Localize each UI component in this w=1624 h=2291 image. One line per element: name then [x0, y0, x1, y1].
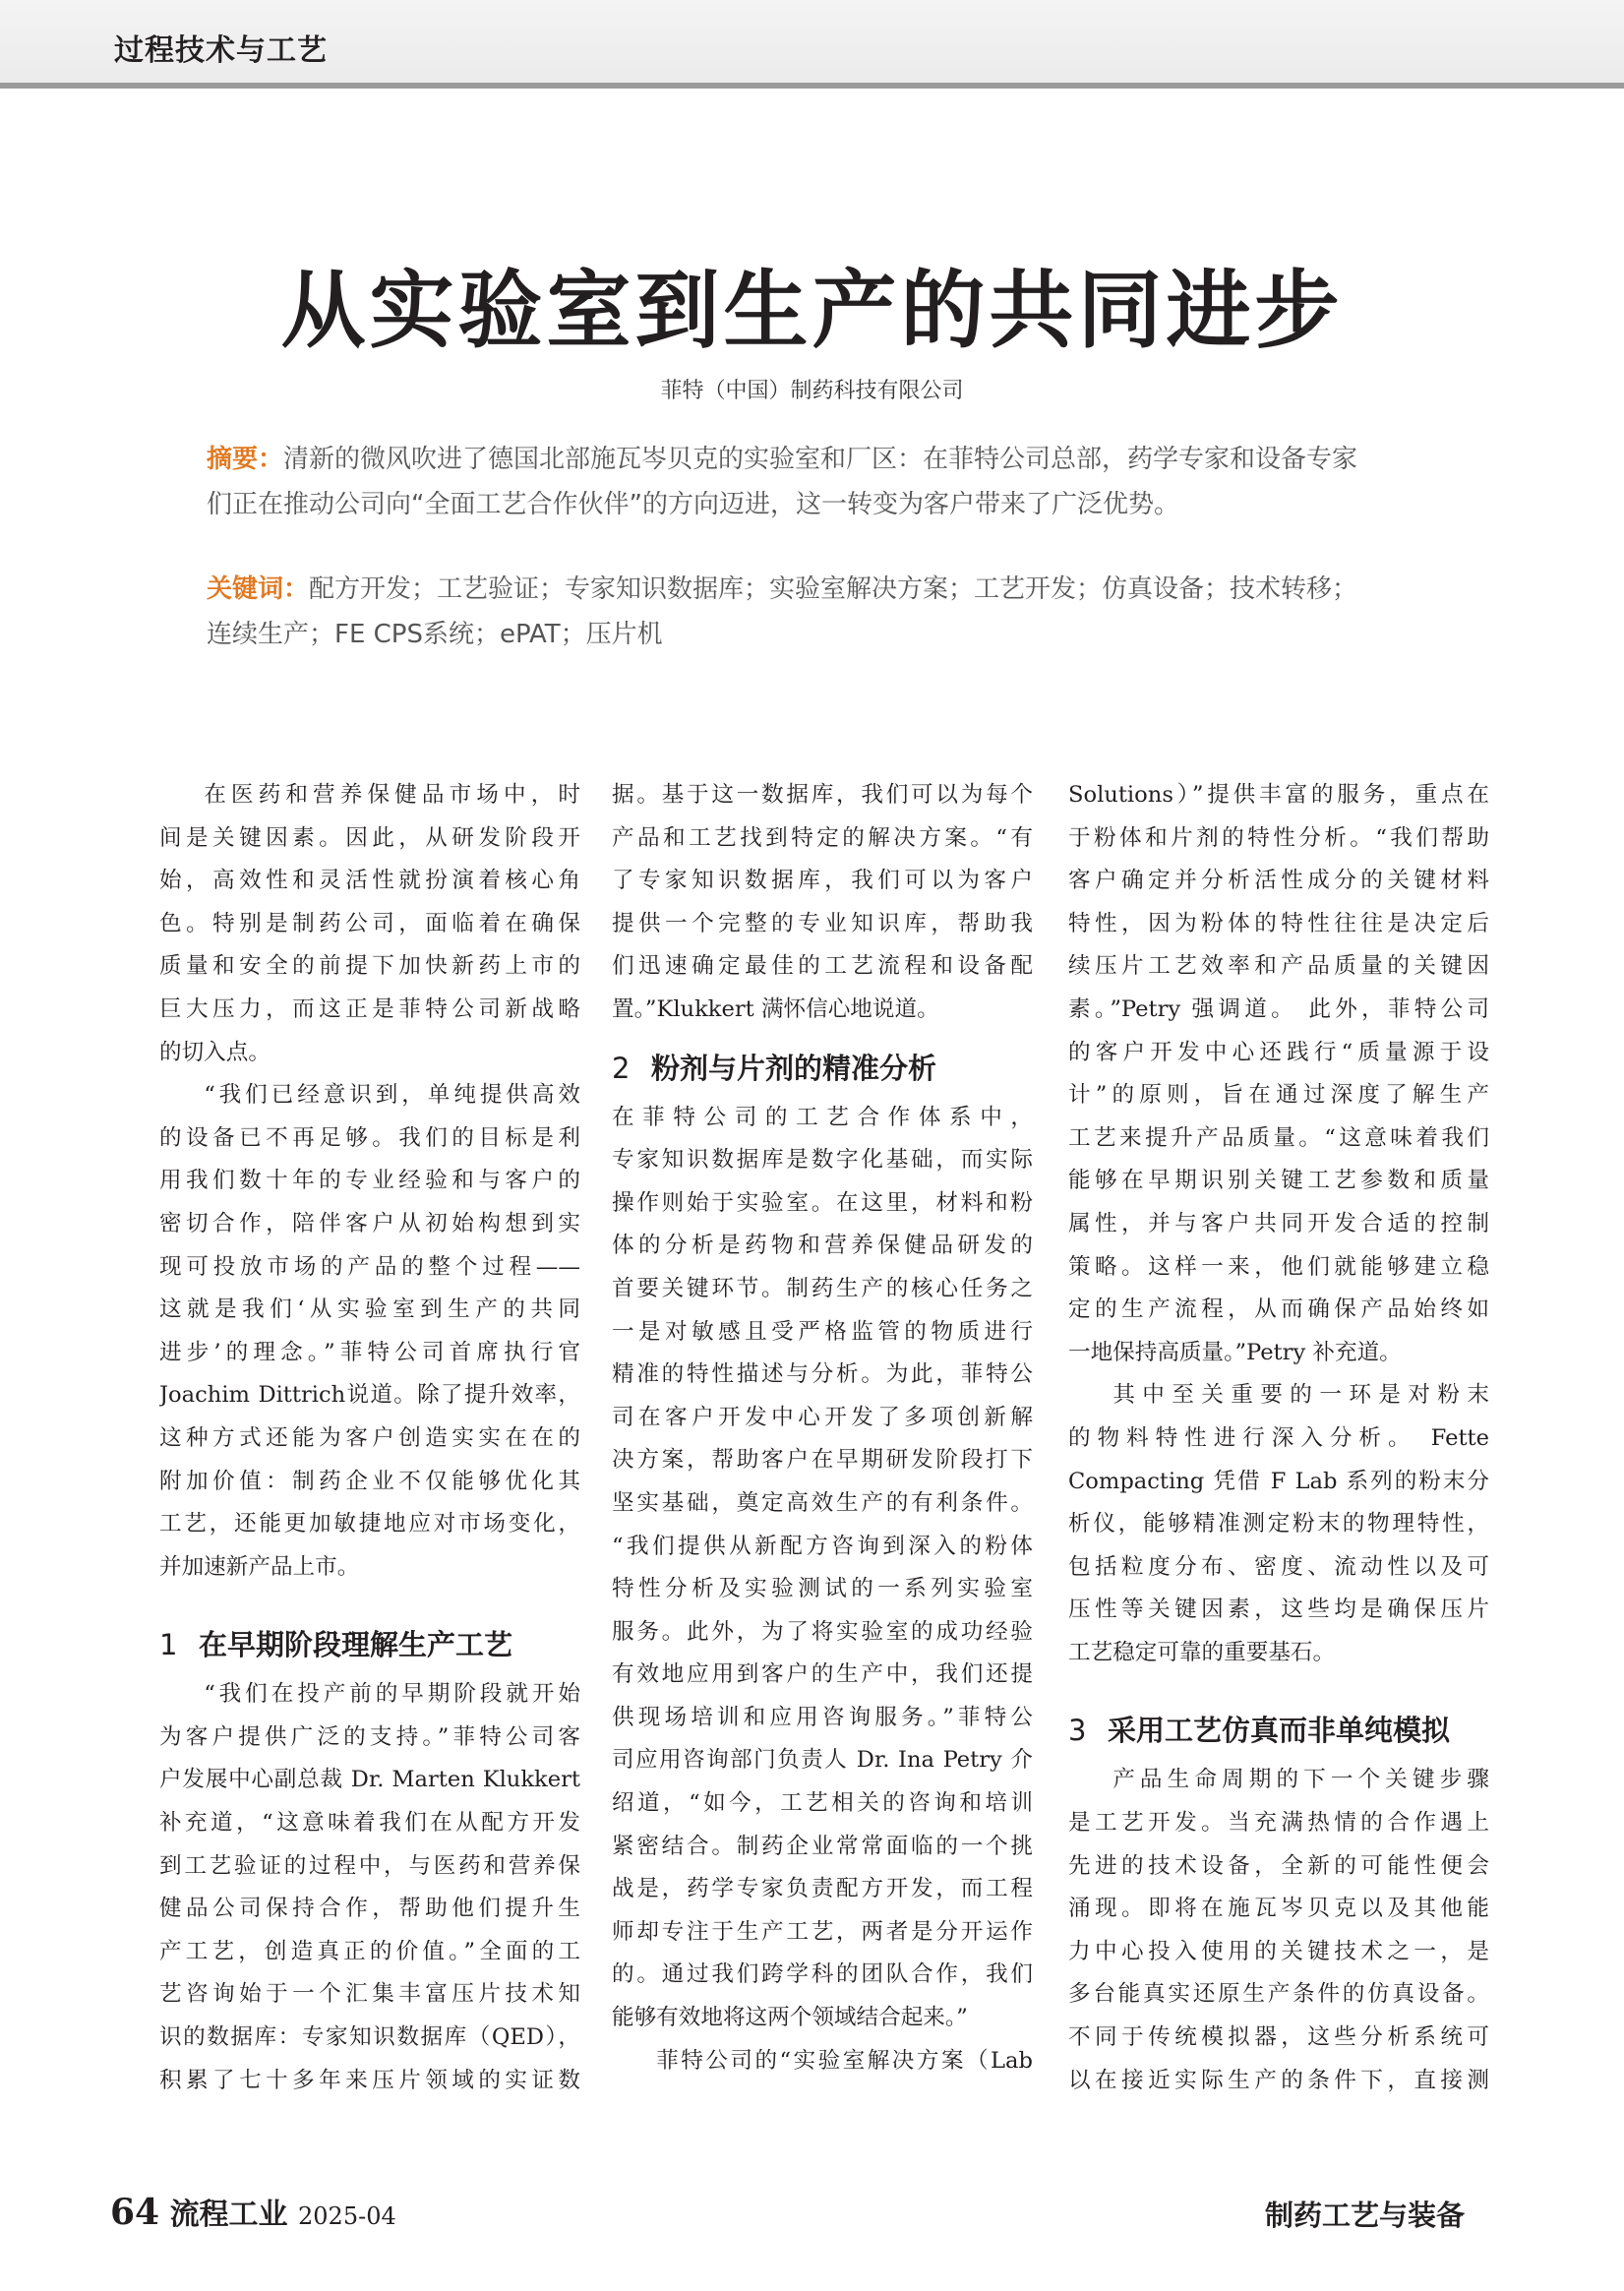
text-line: 的客户开发中心还践行“质量源于设	[1068, 1039, 1489, 1065]
text-line: 的。通过我们跨学科的团队合作，我们	[612, 1961, 1033, 1988]
text-line: 力中心投入使用的关键技术之一，是	[1068, 1938, 1489, 1964]
keywords-text: 配方开发；工艺验证；专家知识数据库；实验室解决方案；工艺开发；仿真设备；技术转移；	[309, 574, 1358, 604]
body-paragraph	[1068, 1759, 1489, 2102]
text-line: 计”的原则，旨在通过深度了解生产	[1068, 1082, 1489, 1109]
text-line: 特性分析及实验测试的一系列实验室	[612, 1576, 1033, 1602]
text-line: 先进的技术设备，全新的可能性便会	[1068, 1852, 1489, 1879]
text-line: 菲特公司的“实验室解决方案（Lab	[656, 2047, 1033, 2074]
text-line: 绍道，“如今，工艺相关的咨询和培训	[612, 1790, 1033, 1817]
text-line: 积累了七十多年来压片领域的实证数	[159, 2067, 580, 2093]
text-line: 压性等关键因素，这些均是确保压片	[1068, 1597, 1489, 1623]
text-line: 析仪，能够精准测定粉末的物理特性，	[1068, 1511, 1489, 1537]
text-line: 工艺稳定可靠的重要基石。	[1068, 1639, 1336, 1665]
body-column-1	[159, 774, 580, 2102]
text-line: 产工艺，创造真正的价值。”全面的工	[159, 1938, 580, 1964]
text-line: 续压片工艺效率和产品质量的关键因	[1068, 953, 1489, 980]
abstract-label: 摘要：	[207, 445, 284, 474]
keywords-line: 连续生产；FE CPS系统；ePAT；压片机	[207, 620, 663, 649]
text-line: 有效地应用到客户的生产中，我们还提	[612, 1661, 1033, 1688]
text-line: 在医药和营养保健品市场中，时	[204, 782, 580, 808]
body-paragraph	[159, 1673, 580, 2102]
text-line: 客户确定并分析活性成分的关键材料	[1068, 868, 1489, 894]
text-line: 提供一个完整的专业知识库，帮助我	[612, 910, 1033, 936]
text-line: 策略。这样一来，他们就能够建立稳	[1068, 1253, 1489, 1280]
article-title: 从实验室到生产的共同进步	[280, 262, 1344, 360]
text-line: 质量和安全的前提下加快新药上市的	[159, 953, 580, 980]
footer-journal-info	[110, 2190, 396, 2233]
footer-section-name: 制药工艺与装备	[1265, 2199, 1466, 2232]
body-column-3	[1068, 774, 1489, 2102]
abstract	[207, 437, 1495, 527]
text-line: 是工艺开发。当充满热情的合作遇上	[1068, 1810, 1489, 1837]
text-line: 始，高效性和灵活性就扮演着核心角	[159, 868, 580, 894]
section-heading	[612, 1040, 1033, 1097]
text-line: 不同于传统模拟器，这些分析系统可	[1068, 2024, 1489, 2051]
text-line: 操作则始于实验室。在这里，材料和粉	[612, 1189, 1033, 1216]
text-line: 服务。此外，为了将实验室的成功经验	[612, 1618, 1033, 1645]
text-line: 以在接近实际生产的条件下，直接测	[1068, 2067, 1489, 2093]
text-line: 健品公司保持合作，帮助他们提升生	[159, 1896, 580, 1922]
abstract-line: 们正在推动公司向“全面工艺合作伙伴”的方向迈进，这一转变为客户带来了广泛优势。	[207, 490, 1179, 519]
text-line: 的物料特性进行深入分析。 Fette	[1068, 1424, 1489, 1451]
text-line: 为客户提供广泛的支持。”菲特公司客	[159, 1723, 580, 1750]
section-heading-number: 2	[612, 1051, 631, 1085]
text-line: “我们提供从新配方咨询到深入的粉体	[612, 1533, 1033, 1559]
text-line: 们迅速确定最佳的工艺流程和设备配	[612, 953, 1033, 980]
text-line: 特性，因为粉体的特性往往是决定后	[1068, 910, 1489, 936]
text-line: 师却专注于生产工艺，两者是分开运作	[612, 1918, 1033, 1945]
text-line: 定的生产流程，从而确保产品始终如	[1068, 1296, 1489, 1323]
section-heading-text: 采用工艺仿真而非单纯模拟	[1108, 1714, 1451, 1748]
section-label: 过程技术与工艺	[114, 33, 328, 68]
text-line: 精准的特性描述与分析。为此，菲特公	[612, 1361, 1033, 1388]
text-line: 首要关键环节。制药生产的核心任务之	[612, 1275, 1033, 1301]
text-line: 于粉体和片剂的特性分析。“我们帮助	[1068, 824, 1489, 851]
text-line: 能够在早期识别关键工艺参数和质量	[1068, 1168, 1489, 1194]
text-line: Solutions）”提供丰富的服务，重点在	[1068, 782, 1489, 808]
text-line: 工艺，还能更加敏捷地应对市场变化，	[159, 1511, 580, 1537]
text-line: 户发展中心副总裁 Dr. Marten Klukkert	[159, 1767, 580, 1793]
issue-number: 2025-04	[298, 2202, 396, 2230]
text-line: Compacting 凭借 F Lab 系列的粉末分	[1068, 1468, 1489, 1494]
body-column-2	[612, 774, 1033, 2082]
text-line: 涌现。即将在施瓦岑贝克以及其他能	[1068, 1896, 1489, 1922]
body-paragraph	[159, 1074, 580, 1589]
text-line: 司在客户开发中心开发了多项创新解	[612, 1404, 1033, 1430]
section-heading-text: 在早期阶段理解生产工艺	[199, 1628, 513, 1662]
text-line: 色。特别是制药公司，面临着在确保	[159, 910, 580, 936]
text-line: 这种方式还能为客户创造实实在在的	[159, 1424, 580, 1451]
text-line: 密切合作，陪伴客户从初始构想到实	[159, 1210, 580, 1236]
text-line: 用我们数十年的专业经验和与客户的	[159, 1168, 580, 1194]
text-line: 补充道，“这意味着我们在从配方开发	[159, 1810, 580, 1837]
journal-name: 流程工业	[169, 2198, 288, 2232]
article-byline: 菲特（中国）制药科技有限公司	[660, 379, 964, 403]
keywords	[207, 567, 1495, 657]
text-line: 到工艺验证的过程中，与医药和营养保	[159, 1852, 580, 1879]
text-line: 置。”Klukkert 满怀信心地说道。	[612, 995, 939, 1022]
text-line: 司应用咨询部门负责人 Dr. Ina Petry 介	[612, 1747, 1033, 1774]
text-line: 产品生命周期的下一个关键步骤	[1113, 1767, 1489, 1793]
section-heading	[1068, 1702, 1489, 1759]
text-line: 多台能真实还原生产条件的仿真设备。	[1068, 1981, 1489, 2008]
text-line: 能够有效地将这两个领域结合起来。”	[612, 2005, 968, 2031]
text-line: 包括粒度分布、密度、流动性以及可	[1068, 1553, 1489, 1580]
keywords-label: 关键词：	[207, 574, 310, 604]
section-heading-text: 粉剂与片剂的精准分析	[651, 1051, 937, 1085]
body-paragraph	[612, 1097, 1033, 2040]
section-heading	[159, 1616, 580, 1673]
text-line: 的设备已不再足够。我们的目标是利	[159, 1124, 580, 1151]
text-line: 了专家知识数据库，我们可以为客户	[612, 868, 1033, 894]
abstract-line	[207, 437, 1495, 482]
text-line: 专家知识数据库是数字化基础，而实际	[612, 1147, 1033, 1174]
text-line: 进步’的理念。”菲特公司首席执行官	[159, 1339, 580, 1365]
section-heading-number: 3	[1068, 1714, 1087, 1748]
text-line: 艺咨询始于一个汇集丰富压片技术知	[159, 1981, 580, 2008]
section-header	[0, 0, 1624, 89]
body-paragraph	[1068, 1374, 1489, 1674]
text-line: 供现场培训和应用咨询服务。”菲特公	[612, 1704, 1033, 1730]
text-line: 其中至关重要的一环是对粉末	[1113, 1382, 1489, 1409]
text-line: 属性，并与客户共同开发合适的控制	[1068, 1210, 1489, 1236]
text-line: “我们在投产前的早期阶段就开始	[204, 1681, 580, 1708]
text-line: 识的数据库：专家知识数据库（QED），	[159, 2024, 580, 2051]
text-line: 产品和工艺找到特定的解决方案。“有	[612, 824, 1033, 851]
text-line: 并加速新产品上市。	[159, 1553, 360, 1580]
text-line: 紧密结合。制药企业常常面临的一个挑	[612, 1833, 1033, 1859]
text-line: 战是，药学专家负责配方开发，而工程	[612, 1876, 1033, 1902]
keywords-line	[207, 567, 1495, 612]
text-line: 体的分析是药物和营养保健品研发的	[612, 1233, 1033, 1259]
text-line: 决方案，帮助客户在早期研发阶段打下	[612, 1447, 1033, 1474]
text-line: 一地保持高质量。”Petry 补充道。	[1068, 1339, 1402, 1365]
abstract-text: 清新的微风吹进了德国北部施瓦岑贝克的实验室和厂区：在菲特公司总部，药学专家和设备专家	[283, 445, 1358, 474]
text-line: 坚实基础，奠定高效生产的有利条件。	[612, 1489, 1033, 1516]
text-line: 素。”Petry 强调道。 此外，菲特公司	[1068, 995, 1489, 1022]
text-line: 间是关键因素。因此，从研发阶段开	[159, 824, 580, 851]
text-line: 据。基于这一数据库，我们可以为每个	[612, 782, 1033, 808]
text-line: “我们已经意识到，单纯提供高效	[204, 1082, 580, 1109]
body-paragraph	[1068, 774, 1489, 1374]
page-number: 64	[110, 2192, 160, 2233]
text-line: 的切入点。	[159, 1039, 271, 1065]
text-line: 这就是我们‘从实验室到生产的共同	[159, 1296, 580, 1323]
text-line: Joachim Dittrich说道。除了提升效率，	[159, 1382, 580, 1409]
body-paragraph	[612, 774, 1033, 1032]
body-paragraph	[612, 2040, 1033, 2083]
text-line: 现可投放市场的产品的整个过程——	[159, 1253, 580, 1280]
text-line: 巨大压力，而这正是菲特公司新战略	[159, 995, 580, 1022]
text-line: 一是对敏感且受严格监管的物质进行	[612, 1318, 1033, 1345]
text-line: 在菲特公司的工艺合作体系中，	[612, 1104, 1033, 1130]
text-line: 附加价值：制药企业不仅能够优化其	[159, 1468, 580, 1494]
text-line: 工艺来提升产品质量。“这意味着我们	[1068, 1124, 1489, 1151]
section-heading-number: 1	[159, 1628, 178, 1662]
body-paragraph	[159, 774, 580, 1074]
